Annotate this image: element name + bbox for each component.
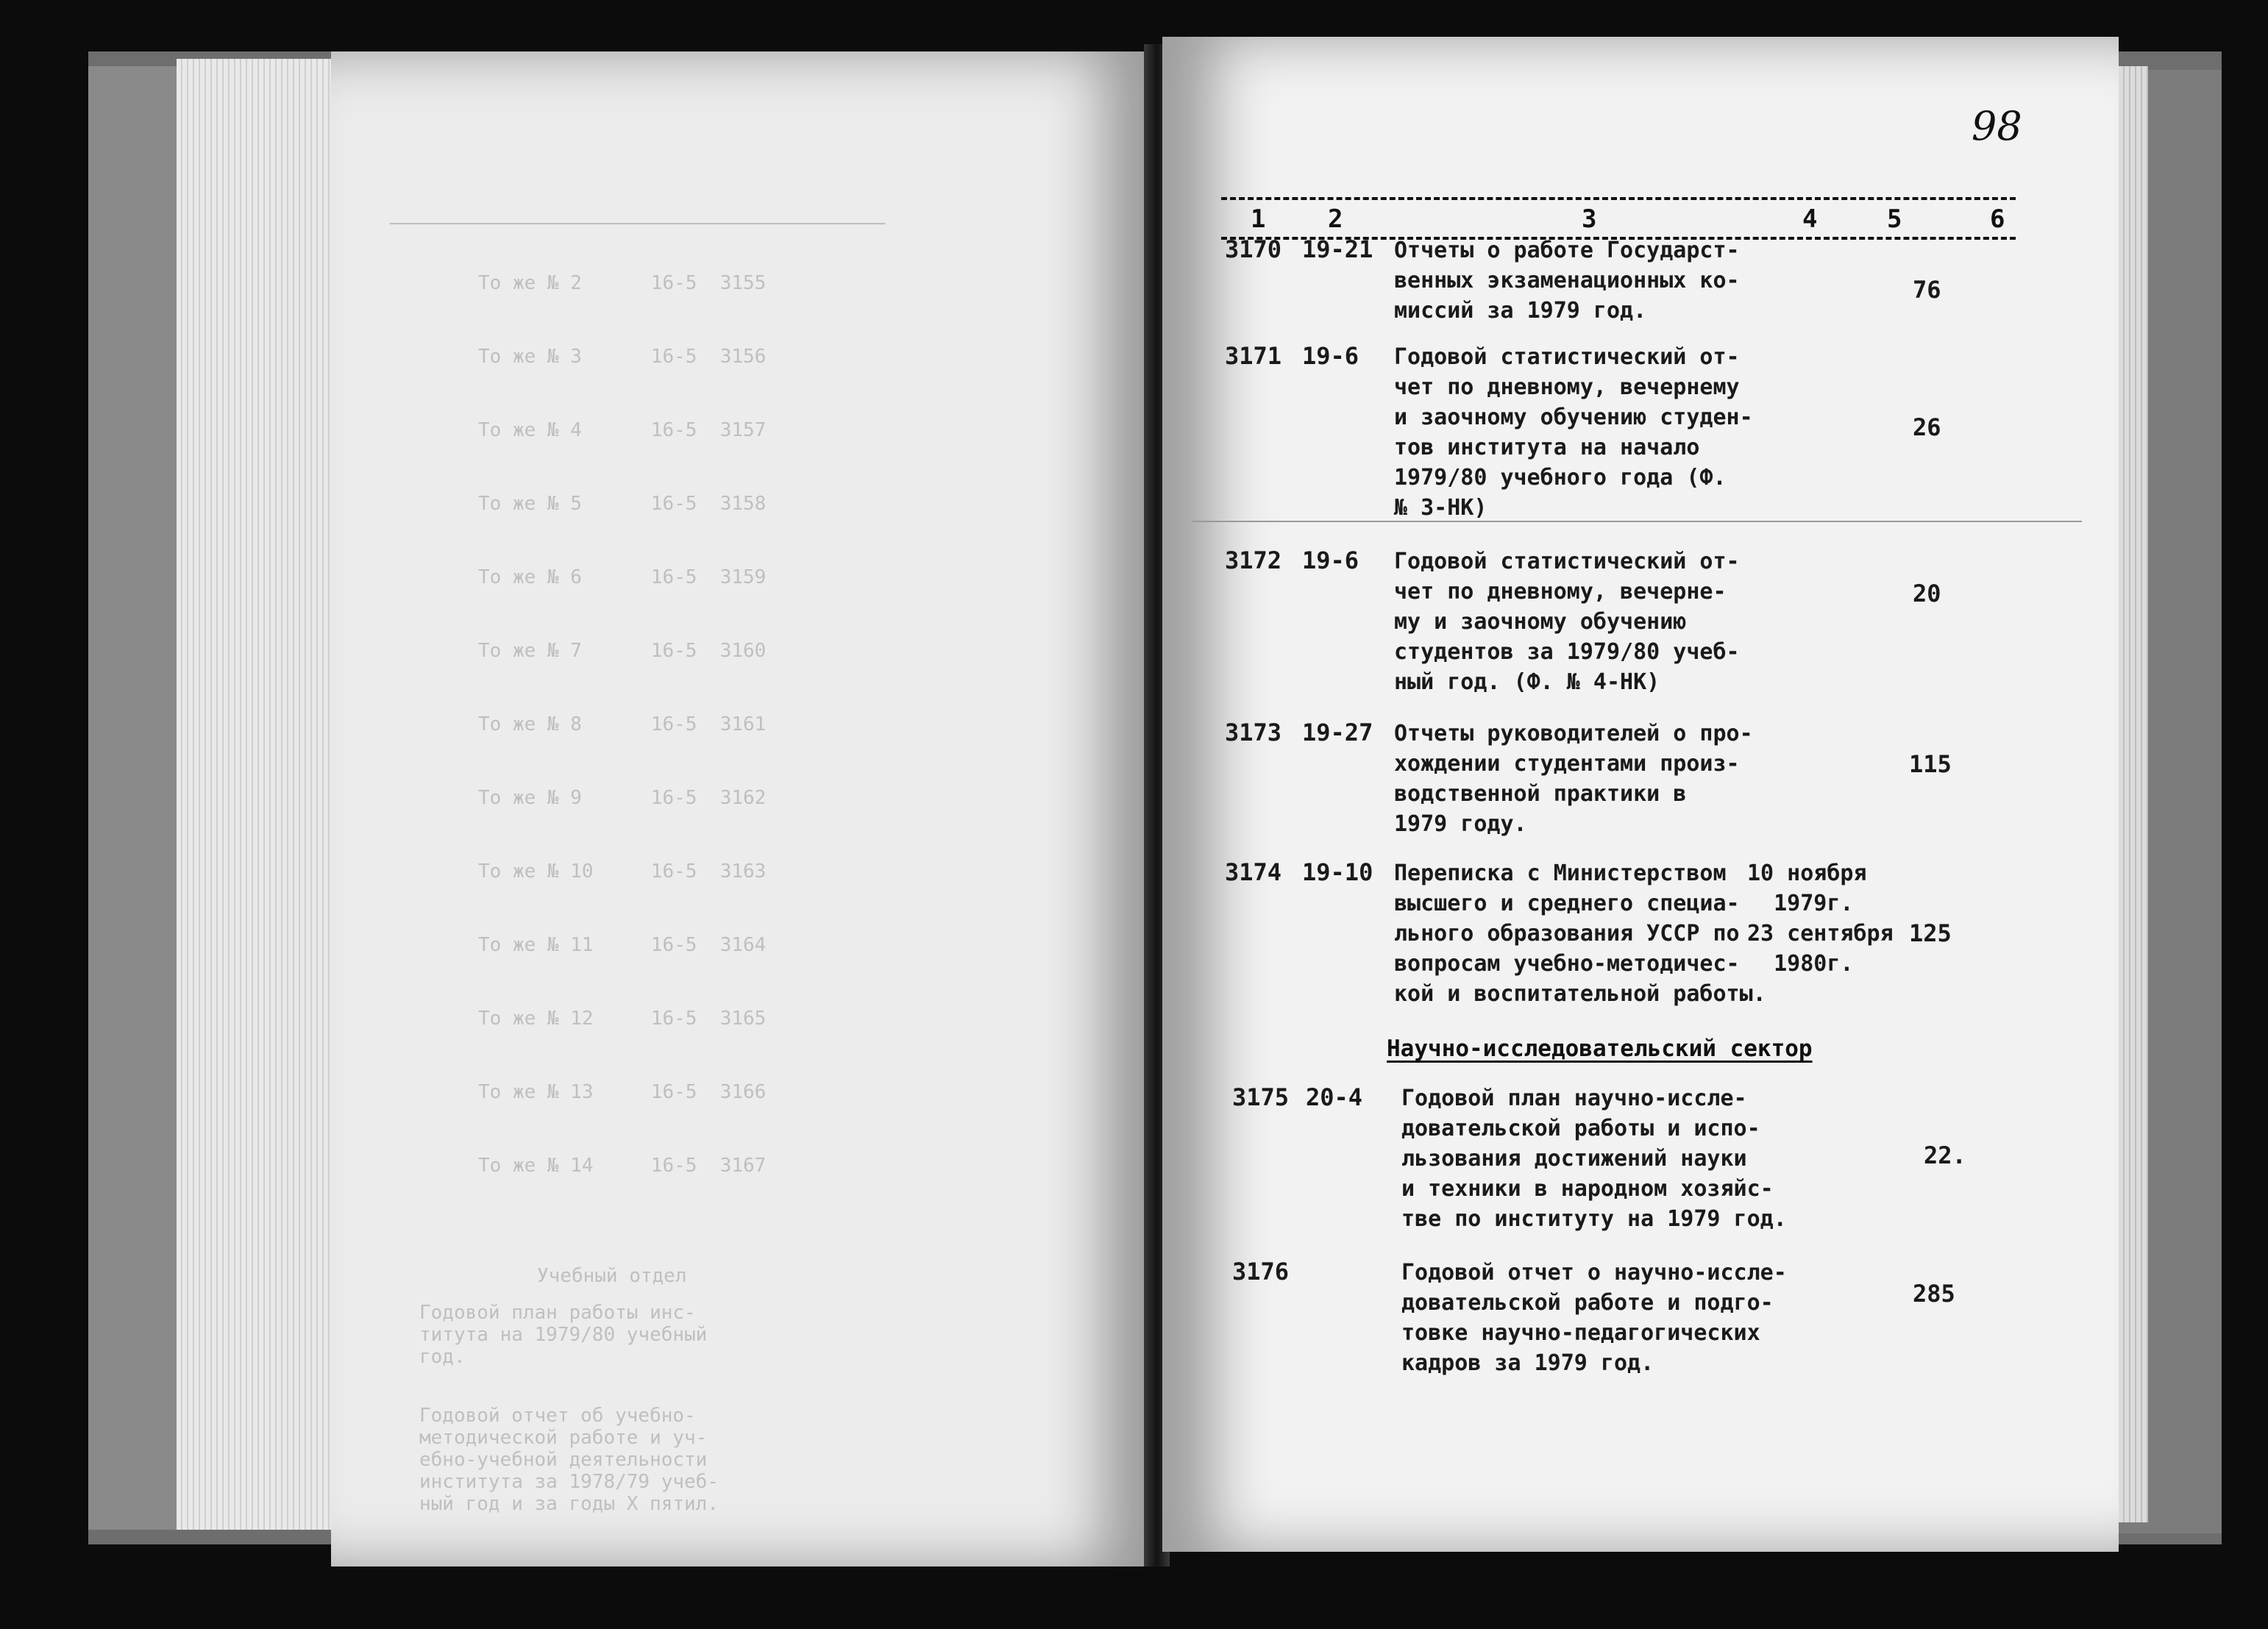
entry-number: 3173 [1225,719,1282,746]
bleed-through-text: ─────────────────────────────────────────── [390,213,886,235]
bleed-through-text: То же № 5 16-5 3158 [478,493,767,515]
entry-number: 3176 [1232,1258,1290,1286]
entry-index: 19-6 [1302,546,1359,574]
entry-number: 3172 [1225,546,1282,574]
bleed-through-text: То же № 8 16-5 3161 [478,713,767,735]
bleed-through-text: То же № 12 16-5 3165 [478,1008,767,1030]
bleed-through-text: То же № 7 16-5 3160 [478,640,767,662]
left-page [331,51,1148,1566]
entry-title: Переписка с Министерством высшего и среднего специа- льного образования УССР по вопросам учебно-методичес- кой и воспитательной работы. [1394,860,1766,1007]
entry-dates: 10 ноября 1979г. 23 сентября 1980г. [1747,860,1894,977]
page-stack-left [177,59,346,1530]
bleed-through-text: Годовой план работы инс- титута на 1979/80 учебный год. [419,1302,708,1368]
entry-index: 19-6 [1302,342,1359,370]
bleed-through-text: То же № 11 16-5 3164 [478,934,767,956]
entry-title: Отчеты руководителей о про- хождении студентами произ- водственной практики в 1979 году. [1394,721,1753,837]
entry-number: 3171 [1225,342,1282,370]
entry-sheets: 115 [1909,750,1952,778]
entry-sheets: 26 [1913,413,1941,441]
entry-index: 19-21 [1302,235,1373,263]
entry-sheets: 125 [1909,919,1952,947]
entry-title: Годовой отчет о научно-иссле- довательской работе и подго- товке научно-педагогических кадров за 1979 год. [1401,1260,1787,1376]
bleed-through-text: То же № 6 16-5 3159 [478,566,767,588]
bleed-through-text: Годовой отчет об учебно- методической работе и уч- ебно-учебной деятельности института за 1978/79 учеб- ный год и за годы X пятил. [419,1405,719,1515]
column-header: 3 [1582,204,1597,234]
column-header: 5 [1887,204,1902,234]
entry-index: 19-27 [1302,719,1373,746]
entry-sheets: 20 [1913,580,1941,607]
bleed-through-text: То же № 13 16-5 3166 [478,1081,767,1103]
bleed-through-text: Учебный отдел [537,1265,687,1287]
entry-sheets: 76 [1913,276,1941,304]
entry-title: Годовой статистический от- чет по дневному, вечернему и заочному обучению студен- тов института на начало 1979/80 учебного года (Ф. № 3-НК) [1394,344,1753,521]
column-header: 1 [1251,204,1266,234]
table-header [1221,197,2016,240]
bleed-through-text: То же № 3 16-5 3156 [478,346,767,368]
entry-title: Годовой план научно-иссле- довательской работы и испо- льзования достижений науки и техники в народном хозяйс- тве по институту на 1979 год. [1401,1086,1787,1232]
bleed-through-text: То же № 10 16-5 3163 [478,860,767,883]
bleed-through-text: То же № 4 16-5 3157 [478,419,767,441]
section-title: Научно-исследовательский сектор [1387,1035,1813,1062]
bleed-through-text: То же № 2 16-5 3155 [478,272,767,294]
entry-number: 3170 [1225,235,1282,263]
entry-title: Годовой статистический от- чет по дневному, вечерне- му и заочному обучению студентов за 1979/80 учеб- ный год. (Ф. № 4-НК) [1394,549,1740,695]
entry-number: 3174 [1225,858,1282,886]
entry-number: 3175 [1232,1083,1290,1111]
column-header: 6 [1990,204,2005,234]
entry-index: 20-4 [1306,1083,1363,1111]
column-header: 4 [1802,204,1818,234]
entry-sheets: 22. [1924,1141,1966,1169]
entry-index: 19-10 [1302,858,1373,886]
entry-title: Отчеты о работе Государст- венных экзаменационных ко- миссий за 1979 год. [1394,238,1740,324]
column-header: 2 [1328,204,1343,234]
bleed-through-text: То же № 14 16-5 3167 [478,1155,767,1177]
bleed-through-text: То же № 9 16-5 3162 [478,787,767,809]
entry-sheets: 285 [1913,1280,1955,1308]
page-number: 98 [1972,103,2022,149]
